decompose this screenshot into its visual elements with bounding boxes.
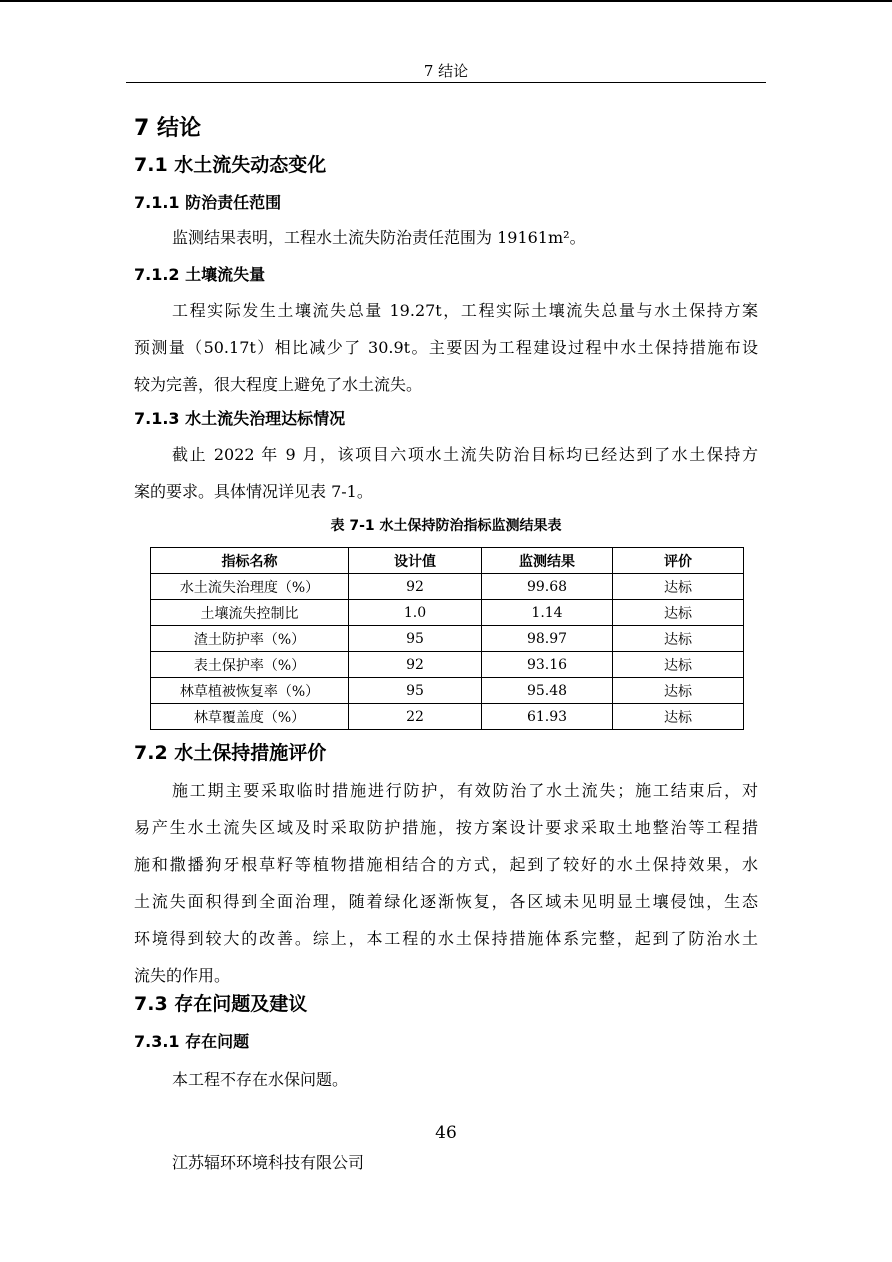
table-row — [151, 678, 744, 704]
table-cell: 95.48 — [482, 678, 613, 704]
paragraph-line: 本工程不存在水保问题。 — [172, 1070, 349, 1089]
table-cell: 1.0 — [349, 600, 482, 626]
table-cell: 达标 — [613, 574, 744, 600]
paragraph-7-1-2 — [134, 292, 758, 403]
table-cell: 93.16 — [482, 652, 613, 678]
paragraph-7-1-3 — [134, 436, 758, 510]
table-cell: 61.93 — [482, 704, 613, 730]
table-cell: 达标 — [613, 652, 744, 678]
table-cell: 22 — [349, 704, 482, 730]
paragraph-7-1-1 — [134, 219, 758, 256]
paragraph-line: 施工期主要采取临时措施进行防护，有效防治了水土流失；施工结束后，对 — [172, 781, 758, 800]
table-cell: 92 — [349, 574, 482, 600]
subsection-heading-7-3-1: 7.3.1 存在问题 — [134, 1032, 250, 1051]
table-header-row — [151, 548, 744, 574]
paragraph-line: 施和撒播狗牙根草籽等植物措施相结合的方式，起到了较好的水土保持效果，水 — [134, 855, 758, 874]
paragraph-line: 案的要求。具体情况详见表 7-1。 — [134, 482, 373, 501]
paragraph-line: 土流失面积得到全面治理，随着绿化逐渐恢复，各区域未见明显土壤侵蚀，生态 — [134, 892, 758, 911]
table-cell: 林草覆盖度（%） — [151, 704, 349, 730]
section-heading-7-3: 7.3 存在问题及建议 — [134, 993, 308, 1015]
company-name: 江苏辐环环境科技有限公司 — [172, 1153, 365, 1172]
paragraph-line: 工程实际发生土壤流失总量 19.27t，工程实际土壤流失总量与水土保持方案 — [172, 301, 758, 320]
table-header-cell: 设计值 — [349, 548, 482, 574]
table-caption: 表 7-1 水土保持防治指标监测结果表 — [330, 518, 562, 534]
table-row — [151, 626, 744, 652]
table-row — [151, 652, 744, 678]
table-row — [151, 704, 744, 730]
paragraph-7-3-1 — [134, 1061, 758, 1098]
table-cell: 达标 — [613, 626, 744, 652]
table-cell: 1.14 — [482, 600, 613, 626]
table-cell: 达标 — [613, 678, 744, 704]
table-header-cell: 监测结果 — [482, 548, 613, 574]
table-cell: 99.68 — [482, 574, 613, 600]
table-cell: 达标 — [613, 600, 744, 626]
table-row — [151, 600, 744, 626]
paragraph-line: 监测结果表明，工程水土流失防治责任范围为 19161m²。 — [172, 228, 586, 247]
paragraph-line: 截止 2022 年 9 月，该项目六项水土流失防治目标均已经达到了水土保持方 — [172, 445, 758, 464]
paragraph-line: 环境得到较大的改善。综上，本工程的水土保持措施体系完整，起到了防治水土 — [134, 929, 758, 948]
paragraph-line: 预测量（50.17t）相比减少了 30.9t。主要因为工程建设过程中水土保持措施布设 — [134, 338, 758, 357]
table-cell: 渣土防护率（%） — [151, 626, 349, 652]
table-row — [151, 574, 744, 600]
page-number: 46 — [435, 1123, 457, 1143]
paragraph-line: 易产生水土流失区域及时采取防护措施，按方案设计要求采取土地整治等工程措 — [134, 818, 758, 837]
table-cell: 林草植被恢复率（%） — [151, 678, 349, 704]
running-header-title: 7 结论 — [423, 62, 469, 80]
table-cell: 98.97 — [482, 626, 613, 652]
subsection-heading-7-1-3: 7.1.3 水土流失治理达标情况 — [134, 409, 346, 428]
table-header-cell: 指标名称 — [151, 548, 349, 574]
subsection-heading-7-1-1: 7.1.1 防治责任范围 — [134, 193, 282, 212]
subsection-heading-7-1-2: 7.1.2 土壤流失量 — [134, 265, 266, 284]
table-header-cell: 评价 — [613, 548, 744, 574]
section-heading-7-2: 7.2 水土保持措施评价 — [134, 742, 327, 764]
paragraph-7-2 — [134, 772, 758, 994]
table-cell: 92 — [349, 652, 482, 678]
table-cell: 95 — [349, 678, 482, 704]
paragraph-line: 流失的作用。 — [134, 966, 231, 985]
table-cell: 达标 — [613, 704, 744, 730]
paragraph-line: 较为完善，很大程度上避免了水土流失。 — [134, 375, 423, 394]
indicator-table — [150, 547, 744, 730]
page-top-border — [0, 0, 892, 2]
chapter-heading: 7 结论 — [134, 116, 201, 141]
section-heading-7-1: 7.1 水土流失动态变化 — [134, 154, 327, 176]
table-cell: 水土流失治理度（%） — [151, 574, 349, 600]
table-cell: 土壤流失控制比 — [151, 600, 349, 626]
header-rule — [126, 82, 766, 83]
table-cell: 95 — [349, 626, 482, 652]
table-cell: 表土保护率（%） — [151, 652, 349, 678]
